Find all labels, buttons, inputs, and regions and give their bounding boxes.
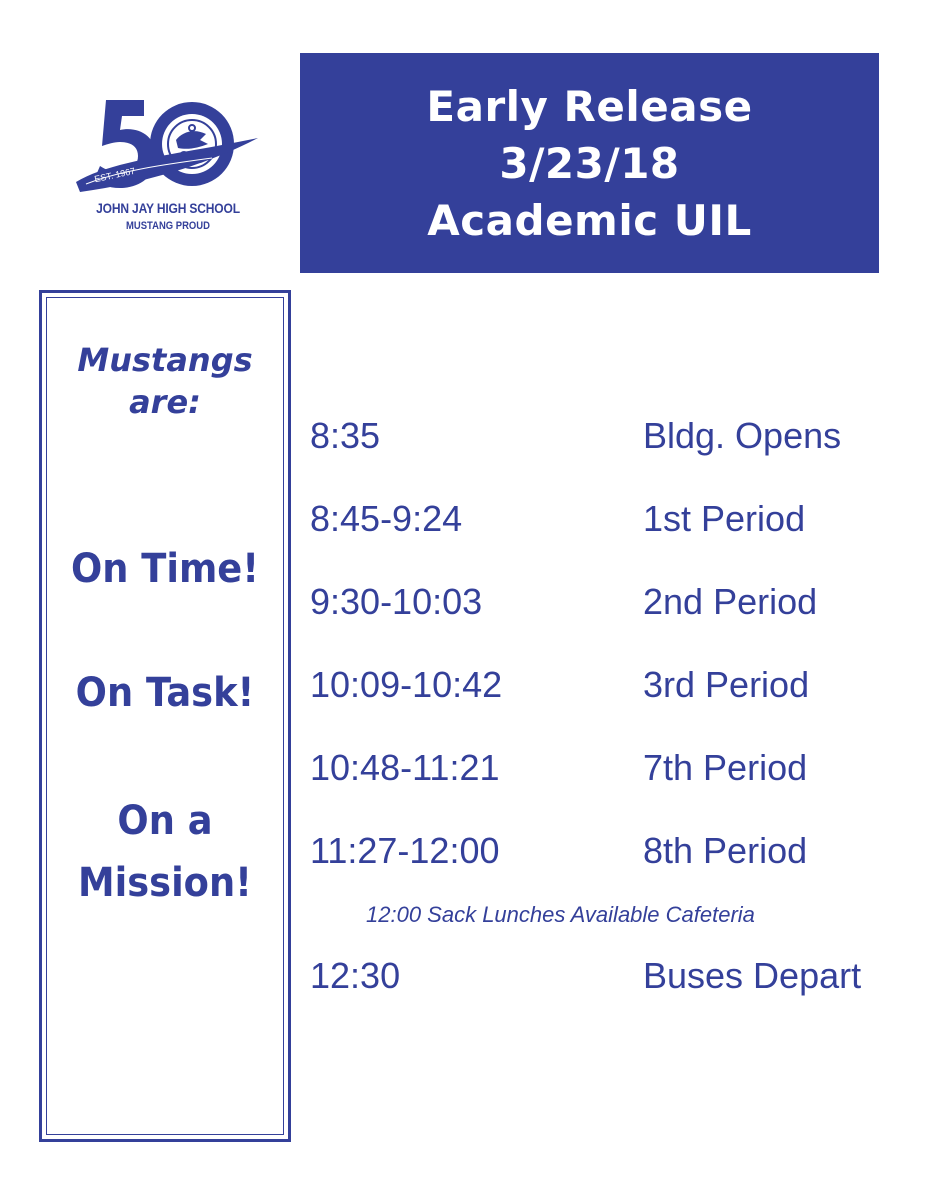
schedule-event: 2nd Period — [643, 581, 818, 622]
logo-est: EST. 1967 — [93, 165, 137, 185]
schedule-event: 7th Period — [643, 747, 808, 788]
schedule-time: 9:30-10:03 — [310, 581, 483, 622]
schedule-time: 8:45-9:24 — [310, 498, 463, 539]
schedule-event: 3rd Period — [643, 664, 810, 705]
logo-school-name: JOHN JAY HIGH SCHOOL — [96, 200, 240, 216]
school-logo — [72, 88, 264, 248]
schedule-time: 11:27-12:00 — [310, 830, 500, 871]
sidebar-mustangs-label — [42, 339, 288, 423]
schedule-row — [310, 662, 910, 708]
schedule-row — [310, 496, 910, 542]
schedule-time: 12:30 — [310, 955, 401, 996]
logo-motto: MUSTANG PROUD — [126, 220, 210, 232]
header-banner — [300, 53, 879, 273]
schedule-time: 10:09-10:42 — [310, 664, 503, 705]
schedule-row — [310, 579, 910, 625]
sidebar-on-time: On Time! — [70, 546, 260, 592]
sidebar-are: are: — [129, 383, 201, 421]
schedule-row — [310, 745, 910, 791]
header-event: Academic UIL — [427, 195, 752, 245]
sidebar-mission: Mission! — [78, 860, 252, 906]
schedule-time: 8:35 — [310, 415, 381, 456]
sidebar-mustangs: Mustangs — [77, 341, 253, 379]
header-title: Early Release — [426, 81, 753, 131]
sidebar-on-a: On a — [117, 798, 213, 844]
sidebar-on-task: On Task! — [75, 670, 255, 716]
schedule-event: 1st Period — [643, 498, 806, 539]
motto-sidebar — [39, 290, 291, 1142]
lunch-note: 12:00 Sack Lunches Available Cafeteria — [366, 902, 755, 927]
schedule-row — [310, 413, 910, 459]
schedule-event: 8th Period — [643, 830, 808, 871]
schedule-event: Bldg. Opens — [643, 415, 842, 456]
header-date: 3/23/18 — [499, 138, 680, 188]
schedule-row-final — [310, 953, 910, 999]
schedule-row — [310, 828, 910, 874]
schedule-event: Buses Depart — [643, 955, 862, 996]
schedule-time: 10:48-11:21 — [310, 747, 500, 788]
